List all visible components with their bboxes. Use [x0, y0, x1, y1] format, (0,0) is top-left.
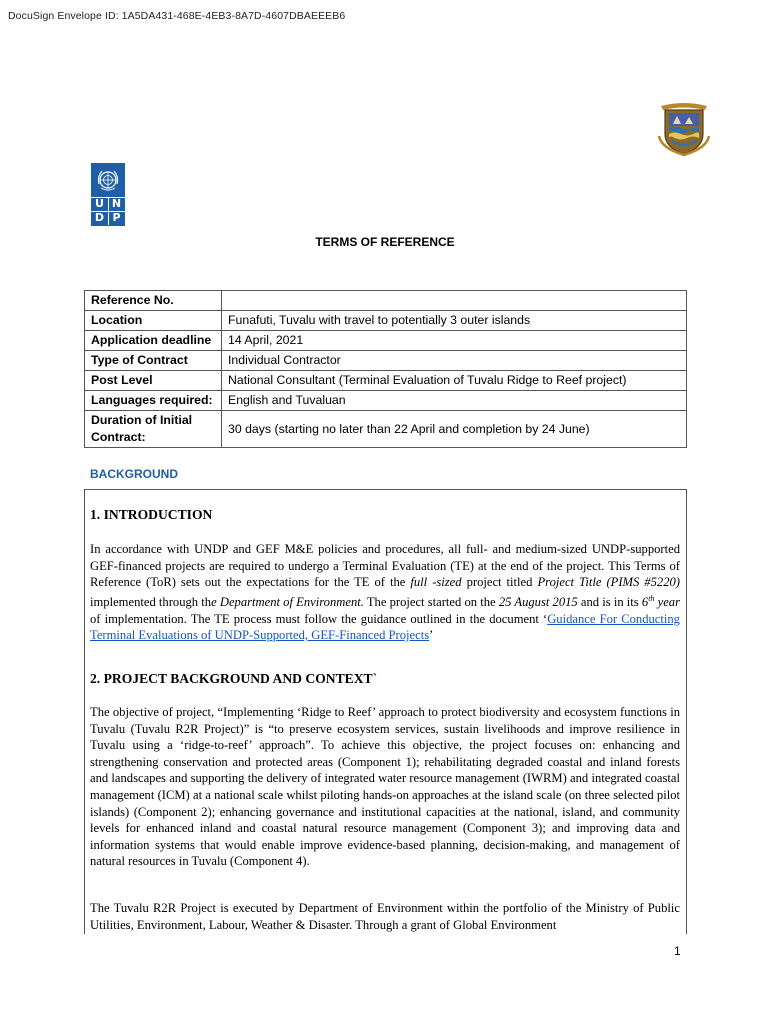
- row-label: Reference No.: [85, 291, 222, 311]
- row-label: Type of Contract: [85, 351, 222, 371]
- row-label: Application deadline: [85, 331, 222, 351]
- table-row: [85, 391, 687, 411]
- row-value: National Consultant (Terminal Evaluation of Tuvalu Ridge to Reef project): [222, 371, 687, 391]
- row-value: Individual Contractor: [222, 351, 687, 371]
- guidance-document-link[interactable]: Guidance For Conducting Terminal Evaluations of UNDP-Supported, GEF-Financed Projects: [90, 611, 680, 643]
- table-row: [85, 371, 687, 391]
- project-background-heading: 2. PROJECT BACKGROUND AND CONTEXT`: [90, 671, 378, 686]
- undp-letter: U: [95, 197, 104, 210]
- tuvalu-crest-icon: [655, 100, 713, 156]
- table-row: [85, 351, 687, 371]
- row-value: [222, 291, 687, 311]
- undp-letter: D: [94, 211, 105, 224]
- row-label: Languages required:: [85, 391, 222, 411]
- table-row: [85, 291, 687, 311]
- table-row: [85, 331, 687, 351]
- row-label: Post Level: [85, 371, 222, 391]
- undp-letter: N: [111, 197, 122, 210]
- row-label: Location: [85, 311, 222, 331]
- row-value: English and Tuvaluan: [222, 391, 687, 411]
- contract-info-table: [84, 290, 687, 448]
- page-number: 1: [674, 944, 681, 958]
- project-background-paragraph: The objective of project, “Implementing ‘Ridge to Reef’ approach to protect biodiversity and ecosystem functions in Tuvalu (Tuvalu R2R Project)” is “to preserve ecosystem services, sustain livelihoods and improve resilience in Tuvalu using a ‘ridge-to-reef’ approach”. To achieve this objective, the project focuses on: enhancing and strengthening conservation and protected areas (Component 1); rehabilitating degraded coastal and inland forests and landscapes and supporting the delivery of integrated water resource management (IWRM) and integrated coastal management (ICM) at a national scale whilst piloting hands-on approaches at the island scale (on three selected pilot islands) (Component 2); enhancing governance and institutional capacities at the national, island, and community levels for enhanced inland and coastal natural resource management (Component 3); and improving data and information systems that would enable improve evidence-based planning, decision-making, and management of natural resources in Tuvalu (Component 4).: [90, 705, 680, 869]
- row-value: 30 days (starting no later than 22 April and completion by 24 June): [222, 411, 687, 448]
- docusign-envelope-id: DocuSign Envelope ID: 1A5DA431-468E-4EB3-8A7D-4607DBAEEEB6: [8, 10, 346, 22]
- row-value: 14 April, 2021: [222, 331, 687, 351]
- table-row: [85, 311, 687, 331]
- introduction-paragraph: In accordance with UNDP and GEF M&E policies and procedures, all full- and medium-sized UNDP-supported GEF-financed projects are required to undergo a Terminal Evaluation (TE) at the end of the project. This Terms of Reference (ToR) sets out the expectations for the TE of the full -sized project titled Project Title (PIMS #5220) implemented through the Department of Environment. The project started on the 25 August 2015 and is in its 6th year of implementation. The TE process must follow the guidance outlined in the document ‘Guidance For Conducting Terminal Evaluations of UNDP-Supported, GEF-Financed Projects’: [90, 542, 680, 643]
- introduction-heading: 1. INTRODUCTION: [90, 507, 213, 522]
- row-value: Funafuti, Tuvalu with travel to potentially 3 outer islands: [222, 311, 687, 331]
- un-globe-icon: [95, 167, 121, 193]
- undp-logo: [91, 163, 125, 226]
- row-label: Duration of Initial Contract:: [85, 411, 222, 448]
- document-title: TERMS OF REFERENCE: [315, 235, 455, 249]
- undp-letter: P: [112, 211, 121, 224]
- background-heading: BACKGROUND: [90, 467, 178, 481]
- execution-paragraph: The Tuvalu R2R Project is executed by Department of Environment within the portfolio of the Ministry of Public Utilities, Environment, Labour, Weather & Disaster. Through a grant of Global Environment: [90, 901, 680, 932]
- table-row: [85, 411, 687, 448]
